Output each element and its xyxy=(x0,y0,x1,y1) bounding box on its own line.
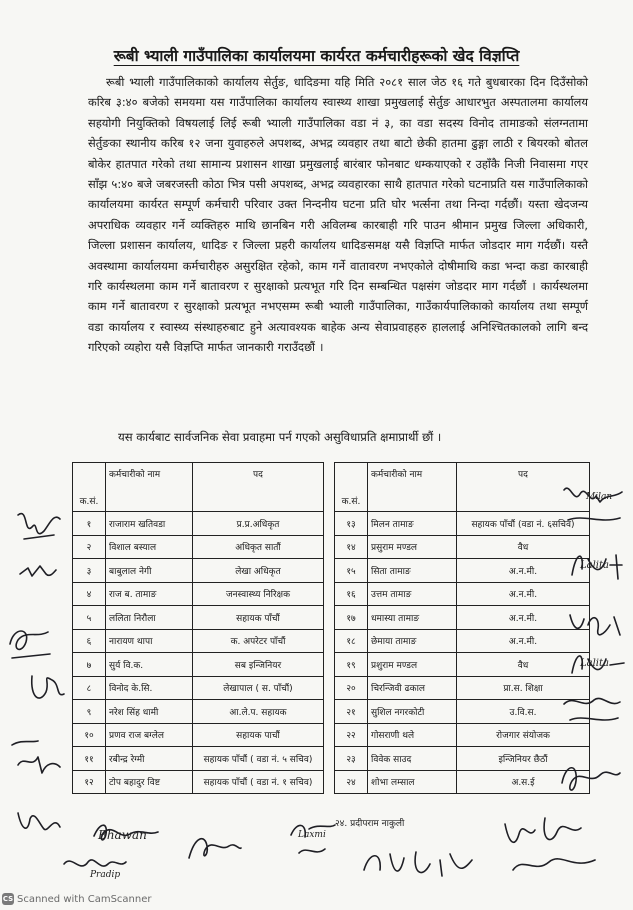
row-name: विशाल बस्याल xyxy=(106,535,193,559)
table-row xyxy=(73,747,324,771)
row-sn: १४ xyxy=(335,535,368,559)
table-row xyxy=(73,512,324,536)
header-sn: क.सं. xyxy=(335,463,368,512)
row-sn: १ xyxy=(73,512,106,536)
row-name: बाबुलाल नेगी xyxy=(106,559,193,583)
row-post: रोजगार संयोजक xyxy=(457,723,590,747)
table-row xyxy=(335,747,590,771)
row-post: सहायक पाँचौं ( वडा नं. १ सचिव) xyxy=(193,770,324,794)
table-row xyxy=(73,723,324,747)
row-sn: १८ xyxy=(335,629,368,653)
row-post: लेखापाल ( स. पाँचौं) xyxy=(193,676,324,700)
row-name: उत्तम तामाङ xyxy=(368,582,457,606)
table-row xyxy=(335,653,590,677)
table-row xyxy=(335,723,590,747)
row-sn: ३ xyxy=(73,559,106,583)
table-row xyxy=(335,512,590,536)
row-sn: २३ xyxy=(335,747,368,771)
signature-scribble xyxy=(26,668,66,708)
row-post: लेखा अधिकृत xyxy=(193,559,324,583)
table-row xyxy=(73,653,324,677)
header-post: पद xyxy=(193,463,324,512)
row-post: वैध xyxy=(457,653,590,677)
row-name: रबीन्द्र रेग्मी xyxy=(106,747,193,771)
header-name: कर्मचारीको नाम xyxy=(368,463,457,512)
row-name: नरेश सिंह धामी xyxy=(106,700,193,724)
table-row xyxy=(73,559,324,583)
signature-scribble xyxy=(185,828,245,868)
table-row xyxy=(73,582,324,606)
row-sn: २० xyxy=(335,676,368,700)
signature-scribble xyxy=(564,605,626,645)
row-post: अधिकृत सातौं xyxy=(193,535,324,559)
header-sn: क.सं. xyxy=(73,463,106,512)
row-sn: २१ xyxy=(335,700,368,724)
row-sn: १३ xyxy=(335,512,368,536)
row-post: सहायक पाँचौं (वडा नं. ६सचिव) xyxy=(457,512,590,536)
row-post: वैध xyxy=(457,535,590,559)
row-name: प्रसुराम मण्डल xyxy=(368,535,457,559)
table-header-row xyxy=(73,463,324,512)
row-name: विवेक साउद xyxy=(368,747,457,771)
staff-table-left xyxy=(72,462,324,794)
row-sn: १९ xyxy=(335,653,368,677)
table-row xyxy=(73,535,324,559)
handwritten-name: Laxmi xyxy=(298,830,326,840)
table-header-row xyxy=(335,463,590,512)
row-post: उ.वि.स. xyxy=(457,700,590,724)
staff-table-right xyxy=(334,462,590,794)
table-row xyxy=(335,676,590,700)
table-row xyxy=(335,700,590,724)
table-row xyxy=(335,629,590,653)
row-name: छेमाया तामाङ xyxy=(368,629,457,653)
row-sn: ९ xyxy=(73,700,106,724)
row-name: सुशिल नगरकोटी xyxy=(368,700,457,724)
row-name: प्रणव राज बग्लेल xyxy=(106,723,193,747)
row-post: जनस्वास्थ्य निरिक्षक xyxy=(193,582,324,606)
row-sn: ८ xyxy=(73,676,106,700)
row-name: ललिता निरौला xyxy=(106,606,193,630)
row-post: क. अपरेटर पाँचौं xyxy=(193,629,324,653)
table-row xyxy=(335,582,590,606)
table-row xyxy=(335,559,590,583)
handwritten-note: २४. प्रदीपराम नाकुली xyxy=(335,819,405,829)
row-name: राजाराम खतिवडा xyxy=(106,512,193,536)
handwritten-name: Pradip xyxy=(90,870,121,880)
row-sn: १६ xyxy=(335,582,368,606)
table-row xyxy=(73,700,324,724)
row-name: शोभा लम्साल xyxy=(368,770,457,794)
row-sn: १० xyxy=(73,723,106,747)
signature-scribble xyxy=(560,480,628,530)
signature-scribble xyxy=(360,840,480,890)
signature-scribble xyxy=(14,805,64,839)
apology-note: यस कार्यबाट सार्वजनिक सेवा प्रवाहमा पर्न गएको असुविधाप्रति क्षमाप्रार्थी छौं । xyxy=(118,430,442,444)
row-name: नारायण थापा xyxy=(106,629,193,653)
row-sn: २४ xyxy=(335,770,368,794)
row-name: विनोद के.सि. xyxy=(106,676,193,700)
table-row xyxy=(73,606,324,630)
row-post: प्र.प्र.अधिकृत xyxy=(193,512,324,536)
scanner-footer-text: Scanned with CamScanner xyxy=(17,893,152,905)
row-post: सहायक पाँचौं ( वडा नं. ५ सचिव) xyxy=(193,747,324,771)
row-name: मिलन तामाङ xyxy=(368,512,457,536)
row-name: सुर्य वि.क. xyxy=(106,653,193,677)
row-name: राज ब. तामाङ xyxy=(106,582,193,606)
header-post: पद xyxy=(457,463,590,512)
row-post: अ.स.ई xyxy=(457,770,590,794)
signature-scribble xyxy=(556,755,626,805)
handwritten-name: Milan xyxy=(586,492,613,502)
row-sn: १५ xyxy=(335,559,368,583)
row-post: अ.न.मी. xyxy=(457,629,590,653)
signature-scribble xyxy=(18,560,58,584)
row-post: सहायक पाचौं xyxy=(193,723,324,747)
row-sn: ६ xyxy=(73,629,106,653)
handwritten-name: Lalita xyxy=(580,658,609,669)
row-post: अ.न.मी. xyxy=(457,582,590,606)
row-post: इन्जिनियर छैठौं xyxy=(457,747,590,771)
row-post: सब इन्जिनियर xyxy=(193,653,324,677)
row-name: सिता तामाङ xyxy=(368,559,457,583)
table-row xyxy=(73,770,324,794)
row-sn: ७ xyxy=(73,653,106,677)
table-row xyxy=(335,770,590,794)
row-sn: १२ xyxy=(73,770,106,794)
row-post: आ.ले.प. सहायक xyxy=(193,700,324,724)
header-name: कर्मचारीको नाम xyxy=(106,463,193,512)
signature-scribble xyxy=(8,735,66,785)
document-title: रूबी भ्याली गाउँपालिका कार्यालयमा कार्यरत कर्मचारीहरूको खेद विज्ञप्ति xyxy=(113,47,520,65)
table-row xyxy=(335,535,590,559)
table-row xyxy=(73,629,324,653)
row-post: सहायक पाँचौं xyxy=(193,606,324,630)
signature-scribble xyxy=(560,690,626,730)
signature-scribble xyxy=(4,620,56,664)
row-post: अ.न.मी. xyxy=(457,559,590,583)
signature-scribble xyxy=(495,810,615,890)
row-sn: २ xyxy=(73,535,106,559)
handwritten-name: Bhawan xyxy=(98,828,147,842)
row-name: चिरन्जिवी ढकाल xyxy=(368,676,457,700)
signature-scribble xyxy=(14,505,64,545)
row-sn: ५ xyxy=(73,606,106,630)
table-row xyxy=(335,606,590,630)
row-name: प्रशुराम मण्डल xyxy=(368,653,457,677)
row-name: धमास्या तामाङ xyxy=(368,606,457,630)
row-name: टोप बहादुर विष्ट xyxy=(106,770,193,794)
row-sn: ११ xyxy=(73,747,106,771)
camscanner-logo-icon: CS xyxy=(2,895,14,903)
scanner-footer xyxy=(2,893,152,905)
document-body: रूबी भ्याली गाउँपालिकाको कार्यालय सेर्तुङ, धादिङमा यहि मिति २०८१ साल जेठ १६ गते बुधबारका दिन दिउँसोको करिब ३:४० बजेको समयमा यस गाउँपालिका कार्यालय स्वास्थ्य शाखा प्रमुखलाई सेर्तुङ आधारभुत अस्पतालमा कार्यालय सहयोगी नियुक्तिको विषयलाई लिई रूबी भ्याली गाउँपालिका वडा नं ३, का वडा सदस्य विनोद तामाङको संलग्नतामा सेर्तुङका स्थानीय करिब १२ जना युवाहरुले अपशब्द, अभद्र व्यवहार तथा बाटो छेकी हातमा ढुङ्गा लाठी र बियरको बोतल बोकेर हातपात गरेको तथा सामान्य प्रशासन शाखा प्रमुखलाई बारंबार फोनबाट धम्कयाएको र उहाँकै निजी निवासमा गएर साँझ ५:४० बजे जबरजस्ती कोठा भित्र पसी अपशब्द, अभद्र व्यवहारका साथै हातपात गरेको घटनाप्रति यस गाउँपालिकाको कार्यालयमा कार्यरत सम्पूर्ण कर्मचारी परिवार उक्त निन्दनीय घटना प्रति घोर भर्त्सना तथा निन्दा गर्दछौं। यस्ता खेदजन्य अपराधिक व्यवहार गर्ने व्यक्तिहरु माथि छानबिन गरी अविलम्ब कारबाही गरि पाउन श्रीमान प्रमुख जिल्ला अधिकारी, जिल्ला प्रशासन कार्यालय, धादिङ र जिल्ला प्रहरी कार्यालय धादिङसमक्ष यसै विज्ञप्ति मार्फत जोडदार माग गर्दछौं। यस्तै अवस्थामा कार्यालयमा कर्मचारीहरु असुरक्षित रहेको, काम गर्ने वातावरण नभएकोले दोषीमाथि कडा भन्दा कडा कारबाही गरि कार्यस्थलमा काम गर्ने बातावरण र सुरक्षाको प्रत्यभूत गरि दिन सम्बन्धित पक्षसंग जोडदार माग गर्दछौं । कार्यस्थलमा काम गर्ने बातावरण र सुरक्षाको प्रत्यभूत नभएसम्म रूबी भ्याली गाउँपालिका, गाउँकार्यपालिकाको कार्यालय तथा सम्पूर्ण वडा कार्यालय र स्वास्थ्य संस्थाहरुबाट हुने अत्यावश्यक बाहेक अन्य सेवाप्रवाहहरु हाललाई अनिश्चितकालको लागि बन्द गरिएको व्यहोरा यसै विज्ञप्ति मार्फत जानकारी गराउँदछौं । xyxy=(88,75,588,355)
row-sn: ४ xyxy=(73,582,106,606)
row-post: अ.न.मी. xyxy=(457,606,590,630)
handwritten-name: Lalita xyxy=(580,560,609,571)
row-sn: २२ xyxy=(335,723,368,747)
table-row xyxy=(73,676,324,700)
row-sn: १७ xyxy=(335,606,368,630)
row-post: प्रा.स. शिक्षा xyxy=(457,676,590,700)
row-name: गोसराणी थले xyxy=(368,723,457,747)
